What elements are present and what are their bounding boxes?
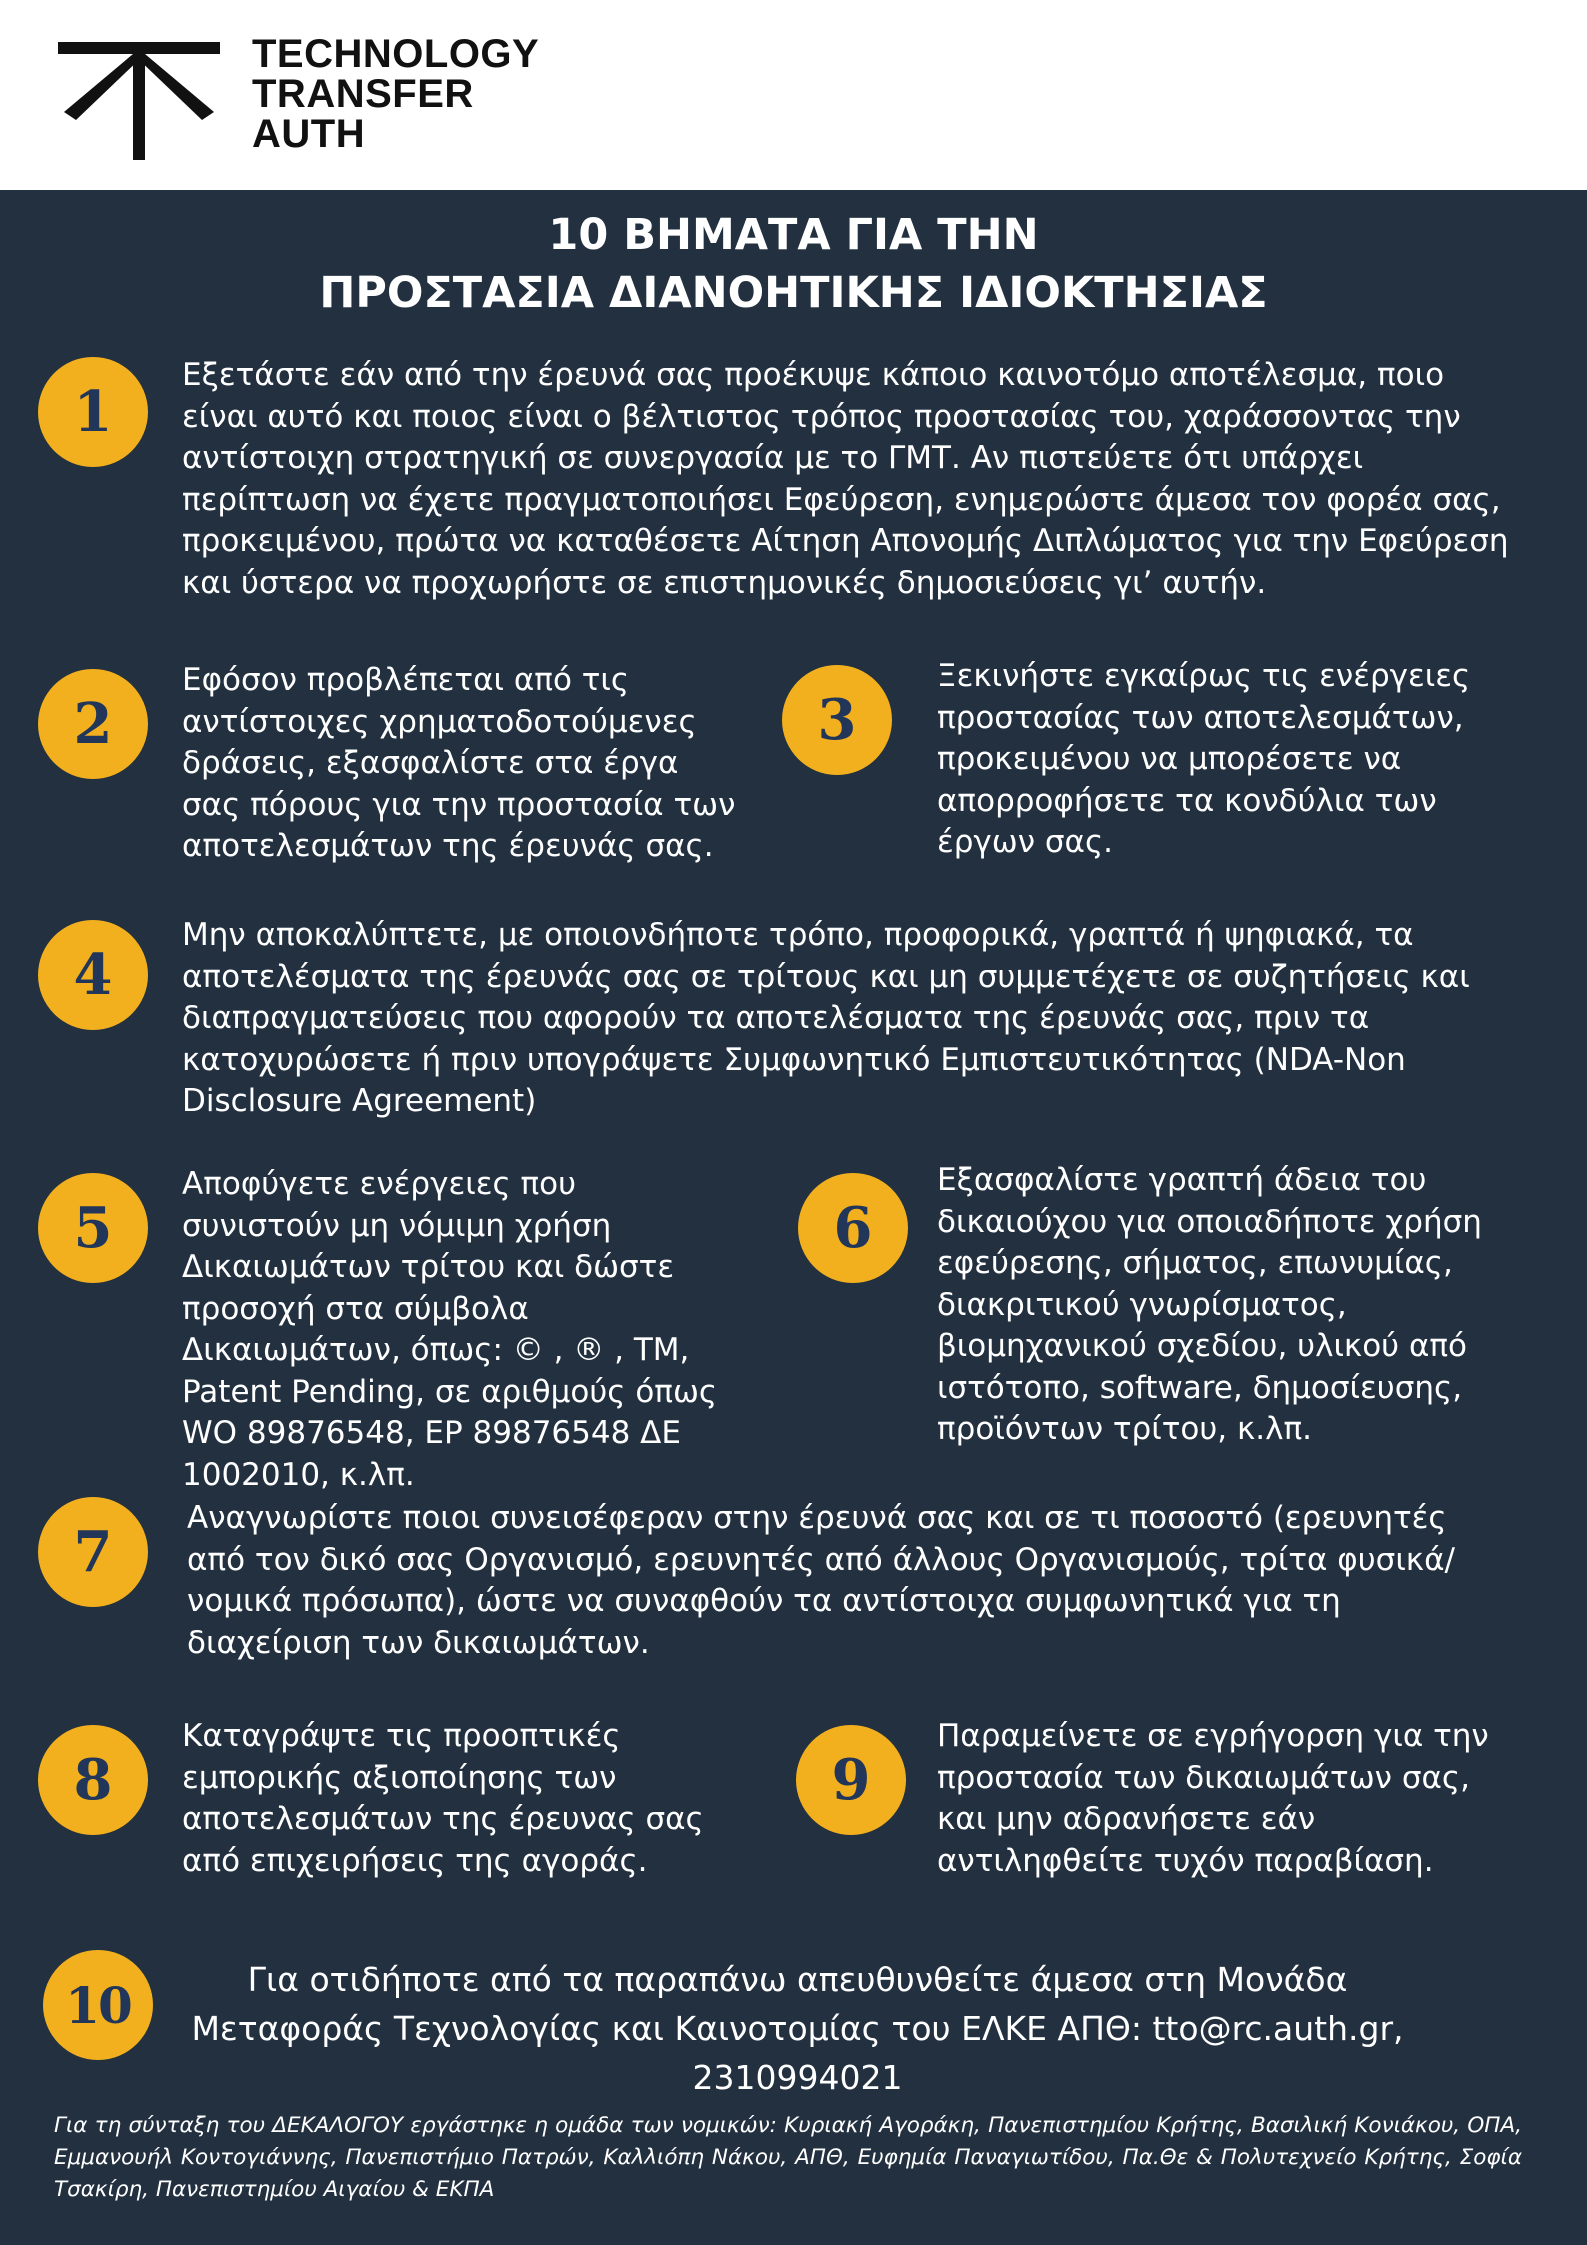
step-3-badge: 3: [782, 665, 892, 775]
logo-line-technology: TECHNOLOGY: [252, 32, 540, 76]
step-7-badge: 7: [38, 1497, 148, 1607]
step-1-text: Εξετάστε εάν από την έρευνά σας προέκυψε κάποιο καινοτόμο αποτέλεσμα, ποιο είναι αυτό και ποιος είναι ο βέλτιστος τρόπος προστασίας του, χαράσσοντας την αντίστοιχη στρατηγική σε συνεργασία με το ΓΜΤ. Αν πιστεύετε ότι υπάρχει περίπτωση να έχετε πραγματοποιήσει Εφεύρεση, ενημερώστε άμεσα τον φορέα σας, προκειμένου, πρώτα να καταθέσετε Αίτηση Απονομής Διπλώματος για την Εφεύρεση και ύστερα να προχωρήστε σε επιστημονικές δημοσιεύσεις γι’ αυτήν.: [182, 357, 1509, 601]
step-9-text: Παραμείνετε σε εγρήγορση για την προστασία των δικαιωμάτων σας, και μην αδρανήσετε εάν αντιληφθείτε τυχόν παραβίαση.: [937, 1718, 1489, 1879]
step-5-text: Αποφύγετε ενέργειες που συνιστούν μη νόμιμη χρήση Δικαιωμάτων τρίτου και δώστε προσοχή στα σύμβολα Δικαιωμάτων, όπως: © , ® , TM, Patent Pending, σε αριθμούς όπως WO 89876548, EP 89876548 ΔΕ 1002010, κ.λπ.: [182, 1166, 718, 1493]
logo-line-transfer: TRANSFER: [252, 72, 474, 116]
logo-wordmark: [252, 34, 539, 154]
step-7-text: Αναγνωρίστε ποιοι συνεισέφεραν στην έρευνά σας και σε τι ποσοστό (ερευνητές από τον δικό σας Οργανισμό, ερευνητές από άλλους Οργανισμούς, τρίτα φυσικά/νομικά πρόσωπα), ώστε να συναφθούν τα αντίστοιχα συμφωνητικά για τη διαχείριση των δικαιωμάτων.: [187, 1500, 1455, 1661]
step-8-text: Καταγράψτε τις προοπτικές εμπορικής αξιοποίησης των αποτελεσμάτων της έρευνας σας από επιχειρήσεις της αγοράς.: [182, 1718, 704, 1879]
step-4-badge: 4: [38, 920, 148, 1030]
step-3-text: Ξεκινήστε εγκαίρως τις ενέργειες προστασίας των αποτελεσμάτων, προκειμένου να μπορέσετε να απορροφήσετε τα κονδύλια των έργων σας.: [937, 658, 1471, 860]
step-1-badge: 1: [38, 357, 148, 467]
step-6-text: Εξασφαλίστε γραπτή άδεια του δικαιούχου για οποιαδήποτε χρήση εφεύρεσης, σήματος, επωνυμίας, διακριτικού γνωρίσματος, βιομηχανικού σχεδίου, υλικού από ιστότοπο, software, δημοσίευσης, προϊόντων τρίτου, κ.λπ.: [937, 1162, 1482, 1447]
step-10-badge: 10: [43, 1950, 153, 2060]
step-10-text: Για οτιδήποτε από τα παραπάνω απευθυνθείτε άμεσα στη Μονάδα Μεταφοράς Τεχνολογίας και Καινοτομίας του ΕΛΚΕ ΑΠΘ: tto@rc.auth.gr, 2310994021: [191, 1960, 1404, 2097]
tt-arrow-logo-icon: [58, 42, 220, 160]
step-5-badge: 5: [38, 1173, 148, 1283]
step-2-badge: 2: [38, 669, 148, 779]
step-4-text: Μην αποκαλύπτετε, με οποιονδήποτε τρόπο, προφορικά, γραπτά ή ψηφιακά, τα αποτελέσματα της έρευνάς σας σε τρίτους και μη συμμετέχετε σε συζητήσεις και διαπραγματεύσεις που αφορούν τα αποτελέσματα της έρευνάς σας, πριν τα κατοχυρώσετε ή πριν υπογράψετε Συμφωνητικό Εμπιστευτικότητας (NDA-Non Disclosure Agreement): [182, 917, 1470, 1119]
page-title: [0, 206, 1587, 322]
step-9-badge: 9: [796, 1725, 906, 1835]
header: [0, 0, 1587, 190]
logo-line-auth: AUTH: [252, 112, 366, 156]
title-line-2: ΠΡΟΣΤΑΣΙΑ ΔΙΑΝΟΗΤΙΚΗΣ ΙΔΙΟΚΤΗΣΙΑΣ: [319, 268, 1268, 318]
step-6-badge: 6: [798, 1173, 908, 1283]
step-2-text: Εφόσον προβλέπεται από τις αντίστοιχες χρηματοδοτούμενες δράσεις, εξασφαλίστε στα έργα σας πόρους για την προστασία των αποτελεσμάτων της έρευνάς σας.: [182, 662, 736, 864]
credits-footnote: Για τη σύνταξη του ΔΕΚΑΛΟΓΟΥ εργάστηκε η ομάδα των νομικών: Κυριακή Αγοράκη, Πανεπιστημίου Κρήτης, Βασιλική Κονιάκου, ΟΠΑ, Εμμανουήλ Κοντογιάννης, Πανεπιστήμιο Πατρών, Καλλιόπη Νάκου, ΑΠΘ, Ευφημία Παναγιωτίδου, Πα.Θε & Πολυτεχνείο Κρήτης, Σοφία Τσακίρη, Πανεπιστημίου Αιγαίου & ΕΚΠΑ: [54, 2113, 1522, 2202]
title-line-1: 10 ΒΗΜΑΤΑ ΓΙΑ ΤΗΝ: [548, 210, 1039, 260]
step-8-badge: 8: [38, 1725, 148, 1835]
